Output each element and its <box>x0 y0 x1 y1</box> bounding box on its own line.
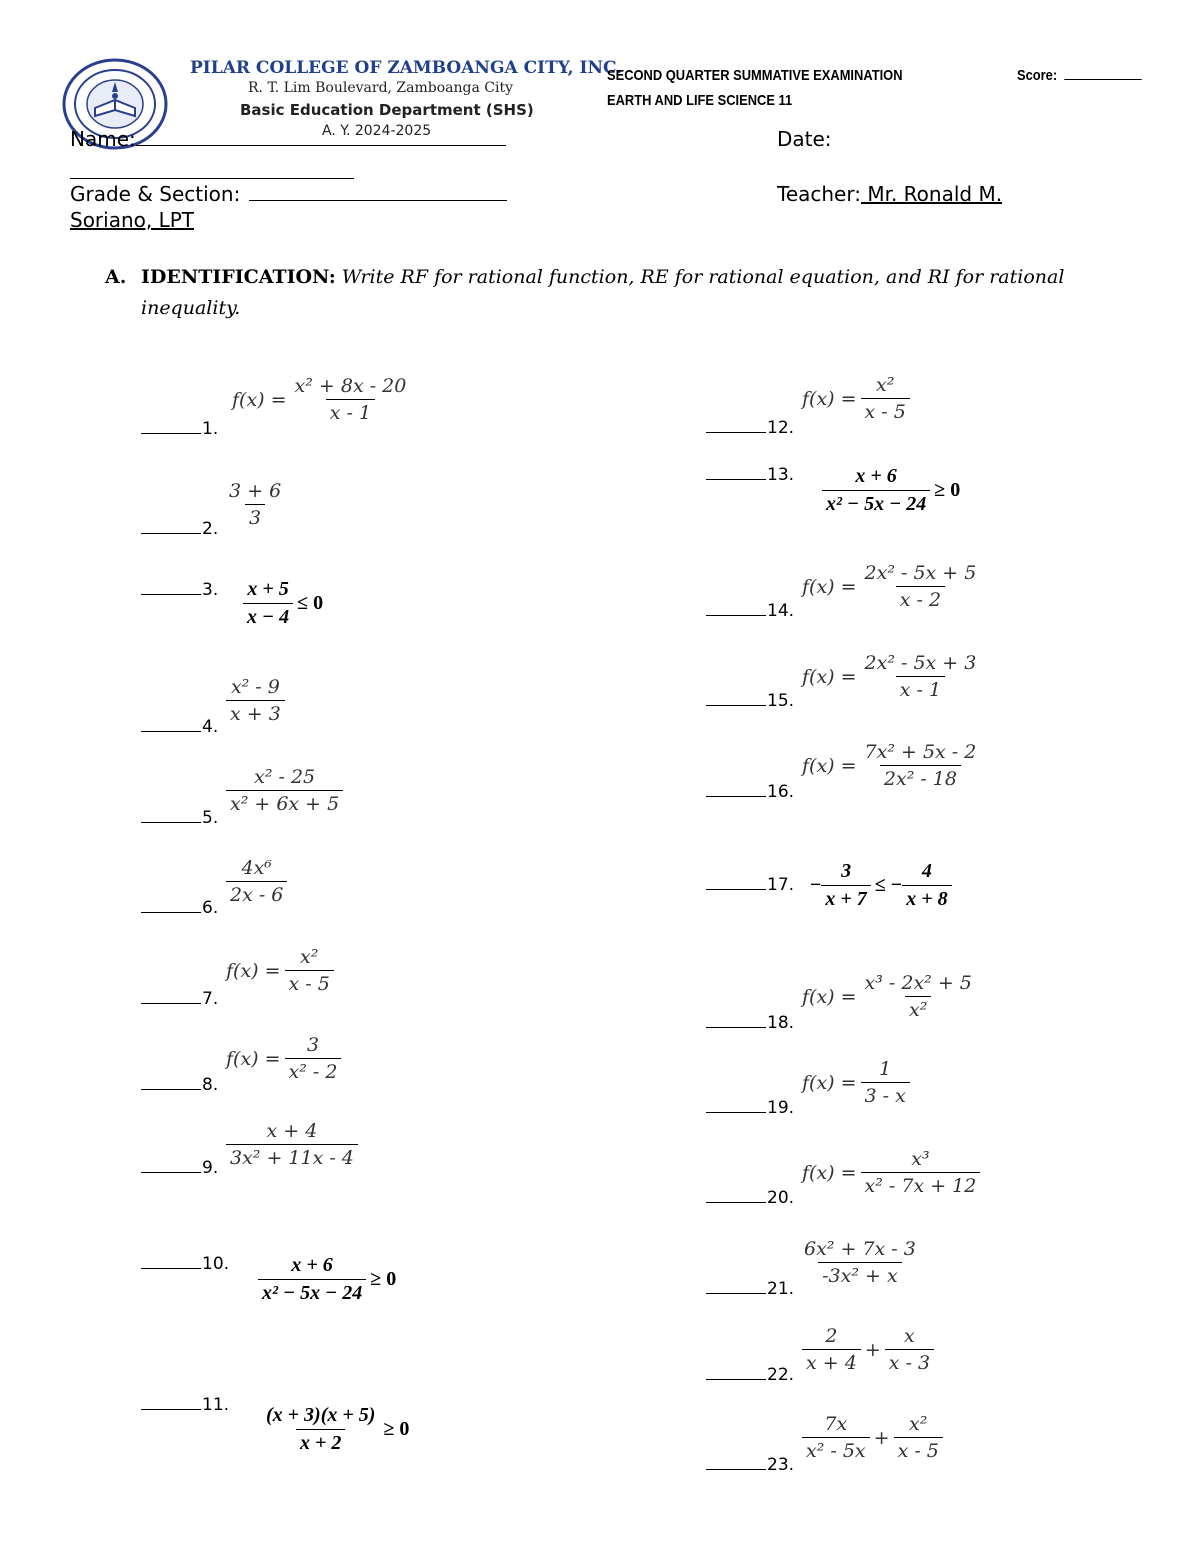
math-expression <box>802 1413 943 1462</box>
exam-title: SECOND QUARTER SUMMATIVE EXAMINATION <box>607 67 903 84</box>
math-expression <box>243 578 323 629</box>
math-expression <box>800 1238 920 1287</box>
math-expression <box>226 857 287 906</box>
item-number <box>141 419 218 439</box>
item-number-label: 13. <box>767 465 795 485</box>
function-notation: f(x) = <box>226 1047 281 1070</box>
fraction <box>861 1148 981 1197</box>
answer-blank[interactable] <box>141 1171 201 1173</box>
item-number-label: 7. <box>202 989 219 1009</box>
item-number <box>141 898 218 918</box>
item-number-label: 12. <box>767 418 795 438</box>
numerator: x³ <box>911 1148 930 1170</box>
function-notation: f(x) = <box>802 665 857 688</box>
function-notation: f(x) = <box>802 754 857 777</box>
numerator: x² - 9 <box>230 676 280 698</box>
denominator: x - 2 <box>896 586 945 611</box>
fraction <box>821 860 870 911</box>
relation-symbol: ≥ 0 <box>370 1268 397 1290</box>
answer-blank[interactable] <box>141 1408 201 1410</box>
denominator: x² + 6x + 5 <box>226 790 343 815</box>
numerator: x³ - 2x² + 5 <box>864 972 972 994</box>
fraction <box>861 741 981 790</box>
item-number <box>141 1075 218 1095</box>
math-expression <box>802 374 910 423</box>
item-number <box>706 1279 794 1299</box>
denominator: x + 2 <box>296 1429 345 1455</box>
numerator: 4 <box>921 860 932 882</box>
relation-symbol: ≤ 0 <box>297 592 324 614</box>
numerator: x² - 25 <box>254 766 316 788</box>
fraction <box>226 1120 358 1169</box>
math-expression <box>262 1404 409 1455</box>
answer-blank[interactable] <box>141 1088 201 1090</box>
fraction <box>822 465 930 516</box>
numerator: 3 + 6 <box>229 480 282 502</box>
denominator: x² - 5x <box>802 1437 870 1462</box>
fraction <box>802 1413 870 1462</box>
item-number <box>141 1158 218 1178</box>
denominator: x² <box>905 996 931 1021</box>
denominator: 3x² + 11x - 4 <box>226 1144 358 1169</box>
denominator: x + 7 <box>821 885 870 911</box>
exam-subject: EARTH AND LIFE SCIENCE 11 <box>607 92 793 109</box>
math-expression <box>802 652 980 701</box>
function-notation: f(x) = <box>802 387 857 410</box>
answer-blank[interactable] <box>706 1026 766 1028</box>
item-number <box>706 1365 794 1385</box>
item-number <box>141 989 218 1009</box>
numerator: 3 <box>306 1034 320 1056</box>
math-expression <box>226 1034 341 1083</box>
answer-blank[interactable] <box>706 478 766 480</box>
item-number <box>706 1455 794 1475</box>
answer-blank[interactable] <box>706 1468 766 1470</box>
teacher-name-continued: Soriano, LPT <box>70 208 195 232</box>
item-number-label: 14. <box>767 601 795 621</box>
numerator: 2x² - 5x + 5 <box>864 562 977 584</box>
grade-section-label: Grade & Section: <box>70 182 241 206</box>
numerator: x² <box>909 1413 928 1435</box>
item-number <box>141 808 218 828</box>
numerator: x² <box>876 374 895 396</box>
item-number-label: 22. <box>767 1365 795 1385</box>
fraction <box>861 1058 910 1107</box>
grade-section-blank[interactable] <box>249 200 507 201</box>
answer-blank[interactable] <box>141 911 201 913</box>
answer-blank[interactable] <box>706 704 766 706</box>
numerator: 7x <box>824 1413 848 1435</box>
denominator: x − 4 <box>243 603 293 629</box>
section-title: IDENTIFICATION: <box>141 266 336 288</box>
item-number-label: 5. <box>202 808 219 828</box>
name-field <box>70 127 506 151</box>
numerator: 7x² + 5x - 2 <box>864 741 977 763</box>
item-number <box>141 580 218 600</box>
fraction <box>800 1238 920 1287</box>
math-expression <box>226 1120 358 1169</box>
denominator: x - 5 <box>861 398 910 423</box>
name-blank-continued[interactable] <box>70 178 354 179</box>
score-blank[interactable] <box>1064 79 1141 80</box>
math-expression <box>802 1325 934 1374</box>
function-notation: f(x) = <box>802 985 857 1008</box>
numerator: (x + 3)(x + 5) <box>266 1404 376 1426</box>
answer-blank[interactable] <box>141 432 201 434</box>
item-number <box>706 601 794 621</box>
answer-blank[interactable] <box>141 821 201 823</box>
numerator: x² + 8x - 20 <box>294 375 407 397</box>
relation-symbol: ≥ 0 <box>934 479 961 501</box>
denominator: x² - 2 <box>285 1058 342 1083</box>
teacher-label: Teacher: <box>777 182 861 206</box>
numerator: 2 <box>825 1325 838 1347</box>
answer-blank[interactable] <box>141 1002 201 1004</box>
answer-blank[interactable] <box>706 1111 766 1113</box>
fraction <box>258 1254 366 1305</box>
item-number-label: 2. <box>202 519 219 539</box>
item-number <box>706 691 794 711</box>
denominator: 3 <box>245 504 265 529</box>
function-notation: f(x) = <box>232 388 287 411</box>
math-expression <box>802 562 980 611</box>
answer-blank[interactable] <box>141 730 201 732</box>
numerator: x + 6 <box>855 465 897 487</box>
section-instruction-text: Write RF for rational function, RE for rational equation, and RI for rational inequality. <box>141 266 1065 319</box>
answer-blank[interactable] <box>141 593 201 595</box>
function-notation: f(x) = <box>802 1071 857 1094</box>
item-number-label: 20. <box>767 1188 795 1208</box>
fraction <box>225 480 285 529</box>
item-number-label: 1. <box>202 419 219 439</box>
denominator: x - 1 <box>326 399 375 424</box>
denominator: x + 8 <box>902 885 951 911</box>
numerator: x + 6 <box>291 1254 333 1276</box>
numerator: x² <box>300 946 319 968</box>
item-number-label: 3. <box>202 580 219 600</box>
item-number-label: 11. <box>202 1395 230 1415</box>
name-blank[interactable] <box>136 145 506 146</box>
relation-symbol: ≥ 0 <box>383 1418 410 1440</box>
negative-sign: − <box>810 874 822 896</box>
item-number <box>706 418 794 438</box>
fraction <box>243 578 293 629</box>
function-notation: f(x) = <box>802 575 857 598</box>
answer-blank[interactable] <box>706 795 766 797</box>
item-number-label: 8. <box>202 1075 219 1095</box>
numerator: x + 5 <box>247 578 289 600</box>
item-number-label: 21. <box>767 1279 795 1299</box>
answer-blank[interactable] <box>141 1267 201 1269</box>
fraction <box>861 374 910 423</box>
fraction <box>285 946 334 995</box>
denominator: x - 3 <box>885 1349 934 1374</box>
math-expression <box>802 741 980 790</box>
answer-blank[interactable] <box>706 1378 766 1380</box>
plus-operator: + <box>864 1338 881 1361</box>
item-number-label: 4. <box>202 717 219 737</box>
item-number <box>141 1395 229 1415</box>
school-address: R. T. Lim Boulevard, Zamboanga City <box>248 80 514 96</box>
item-number-label: 17. <box>767 875 795 895</box>
item-number <box>706 465 794 485</box>
section-letter: A. <box>105 266 127 288</box>
numerator: 4x⁶ <box>241 857 272 879</box>
item-number-label: 6. <box>202 898 219 918</box>
denominator: 3 - x <box>861 1082 910 1107</box>
teacher-name: Mr. Ronald M. <box>860 182 1003 206</box>
denominator: 2x - 6 <box>226 881 287 906</box>
numerator: 3 <box>841 860 852 882</box>
math-expression <box>802 1058 910 1107</box>
answer-blank[interactable] <box>706 1292 766 1294</box>
item-number <box>141 717 218 737</box>
numerator: 6x² + 7x - 3 <box>804 1238 916 1260</box>
item-number-label: 15. <box>767 691 795 711</box>
math-expression <box>226 766 343 815</box>
item-number <box>141 519 218 539</box>
fraction <box>226 676 285 725</box>
numerator: 2x² - 5x + 3 <box>864 652 977 674</box>
function-notation: f(x) = <box>226 959 281 982</box>
item-number-label: 16. <box>767 782 795 802</box>
answer-blank[interactable] <box>706 431 766 433</box>
denominator: -3x² + x <box>818 1262 902 1287</box>
item-number <box>706 1098 794 1118</box>
fraction <box>802 1325 861 1374</box>
item-number-label: 19. <box>767 1098 795 1118</box>
math-expression <box>810 860 952 911</box>
fraction <box>285 1034 342 1083</box>
item-number <box>706 875 794 895</box>
fraction <box>861 652 981 701</box>
fraction <box>226 766 343 815</box>
plus-operator: + <box>873 1426 890 1449</box>
denominator: x² − 5x − 24 <box>258 1279 366 1305</box>
item-number-label: 23. <box>767 1455 795 1475</box>
item-number <box>141 1254 229 1274</box>
denominator: x - 1 <box>896 676 945 701</box>
function-notation: f(x) = <box>802 1161 857 1184</box>
fraction-second <box>902 860 951 911</box>
fraction <box>861 562 981 611</box>
denominator: x + 3 <box>226 700 285 725</box>
answer-blank[interactable] <box>706 1201 766 1203</box>
score-label <box>1017 67 1142 84</box>
math-expression <box>225 480 285 529</box>
math-expression <box>802 1148 980 1197</box>
numerator: x <box>904 1325 915 1347</box>
fraction <box>262 1404 379 1455</box>
math-expression <box>232 375 410 424</box>
grade-section-field <box>70 182 507 206</box>
math-expression <box>822 465 960 516</box>
item-number-label: 9. <box>202 1158 219 1178</box>
item-number <box>706 1013 794 1033</box>
fraction-second <box>894 1413 943 1462</box>
answer-blank[interactable] <box>706 614 766 616</box>
denominator: x² - 7x + 12 <box>861 1172 981 1197</box>
relation-symbol: ≤ − <box>874 874 903 896</box>
denominator: 2x² - 18 <box>880 765 961 790</box>
math-expression <box>226 946 334 995</box>
date-label: Date: <box>777 127 832 151</box>
score-label-text: Score: <box>1017 67 1058 84</box>
math-expression <box>802 972 976 1021</box>
teacher-field <box>777 182 1002 206</box>
fraction <box>291 375 411 424</box>
denominator: x - 5 <box>285 970 334 995</box>
denominator: x + 4 <box>802 1349 861 1374</box>
answer-blank[interactable] <box>141 532 201 534</box>
item-number <box>706 1188 794 1208</box>
denominator: x² − 5x − 24 <box>822 490 930 516</box>
numerator: x + 4 <box>266 1120 318 1142</box>
denominator: x - 5 <box>894 1437 943 1462</box>
item-number-label: 18. <box>767 1013 795 1033</box>
school-department: Basic Education Department (SHS) <box>240 101 534 119</box>
math-expression <box>258 1254 396 1305</box>
fraction-second <box>885 1325 934 1374</box>
numerator: 1 <box>879 1058 892 1080</box>
item-number-label: 10. <box>202 1254 230 1274</box>
academic-year: A. Y. 2024-2025 <box>322 123 432 139</box>
answer-blank[interactable] <box>706 888 766 890</box>
fraction <box>861 972 976 1021</box>
item-number <box>706 782 794 802</box>
school-name: PILAR COLLEGE OF ZAMBOANGA CITY, INC. <box>190 58 623 78</box>
math-expression <box>226 676 285 725</box>
name-label: Name: <box>70 127 136 151</box>
section-a-instruction <box>105 262 1105 324</box>
fraction <box>226 857 287 906</box>
